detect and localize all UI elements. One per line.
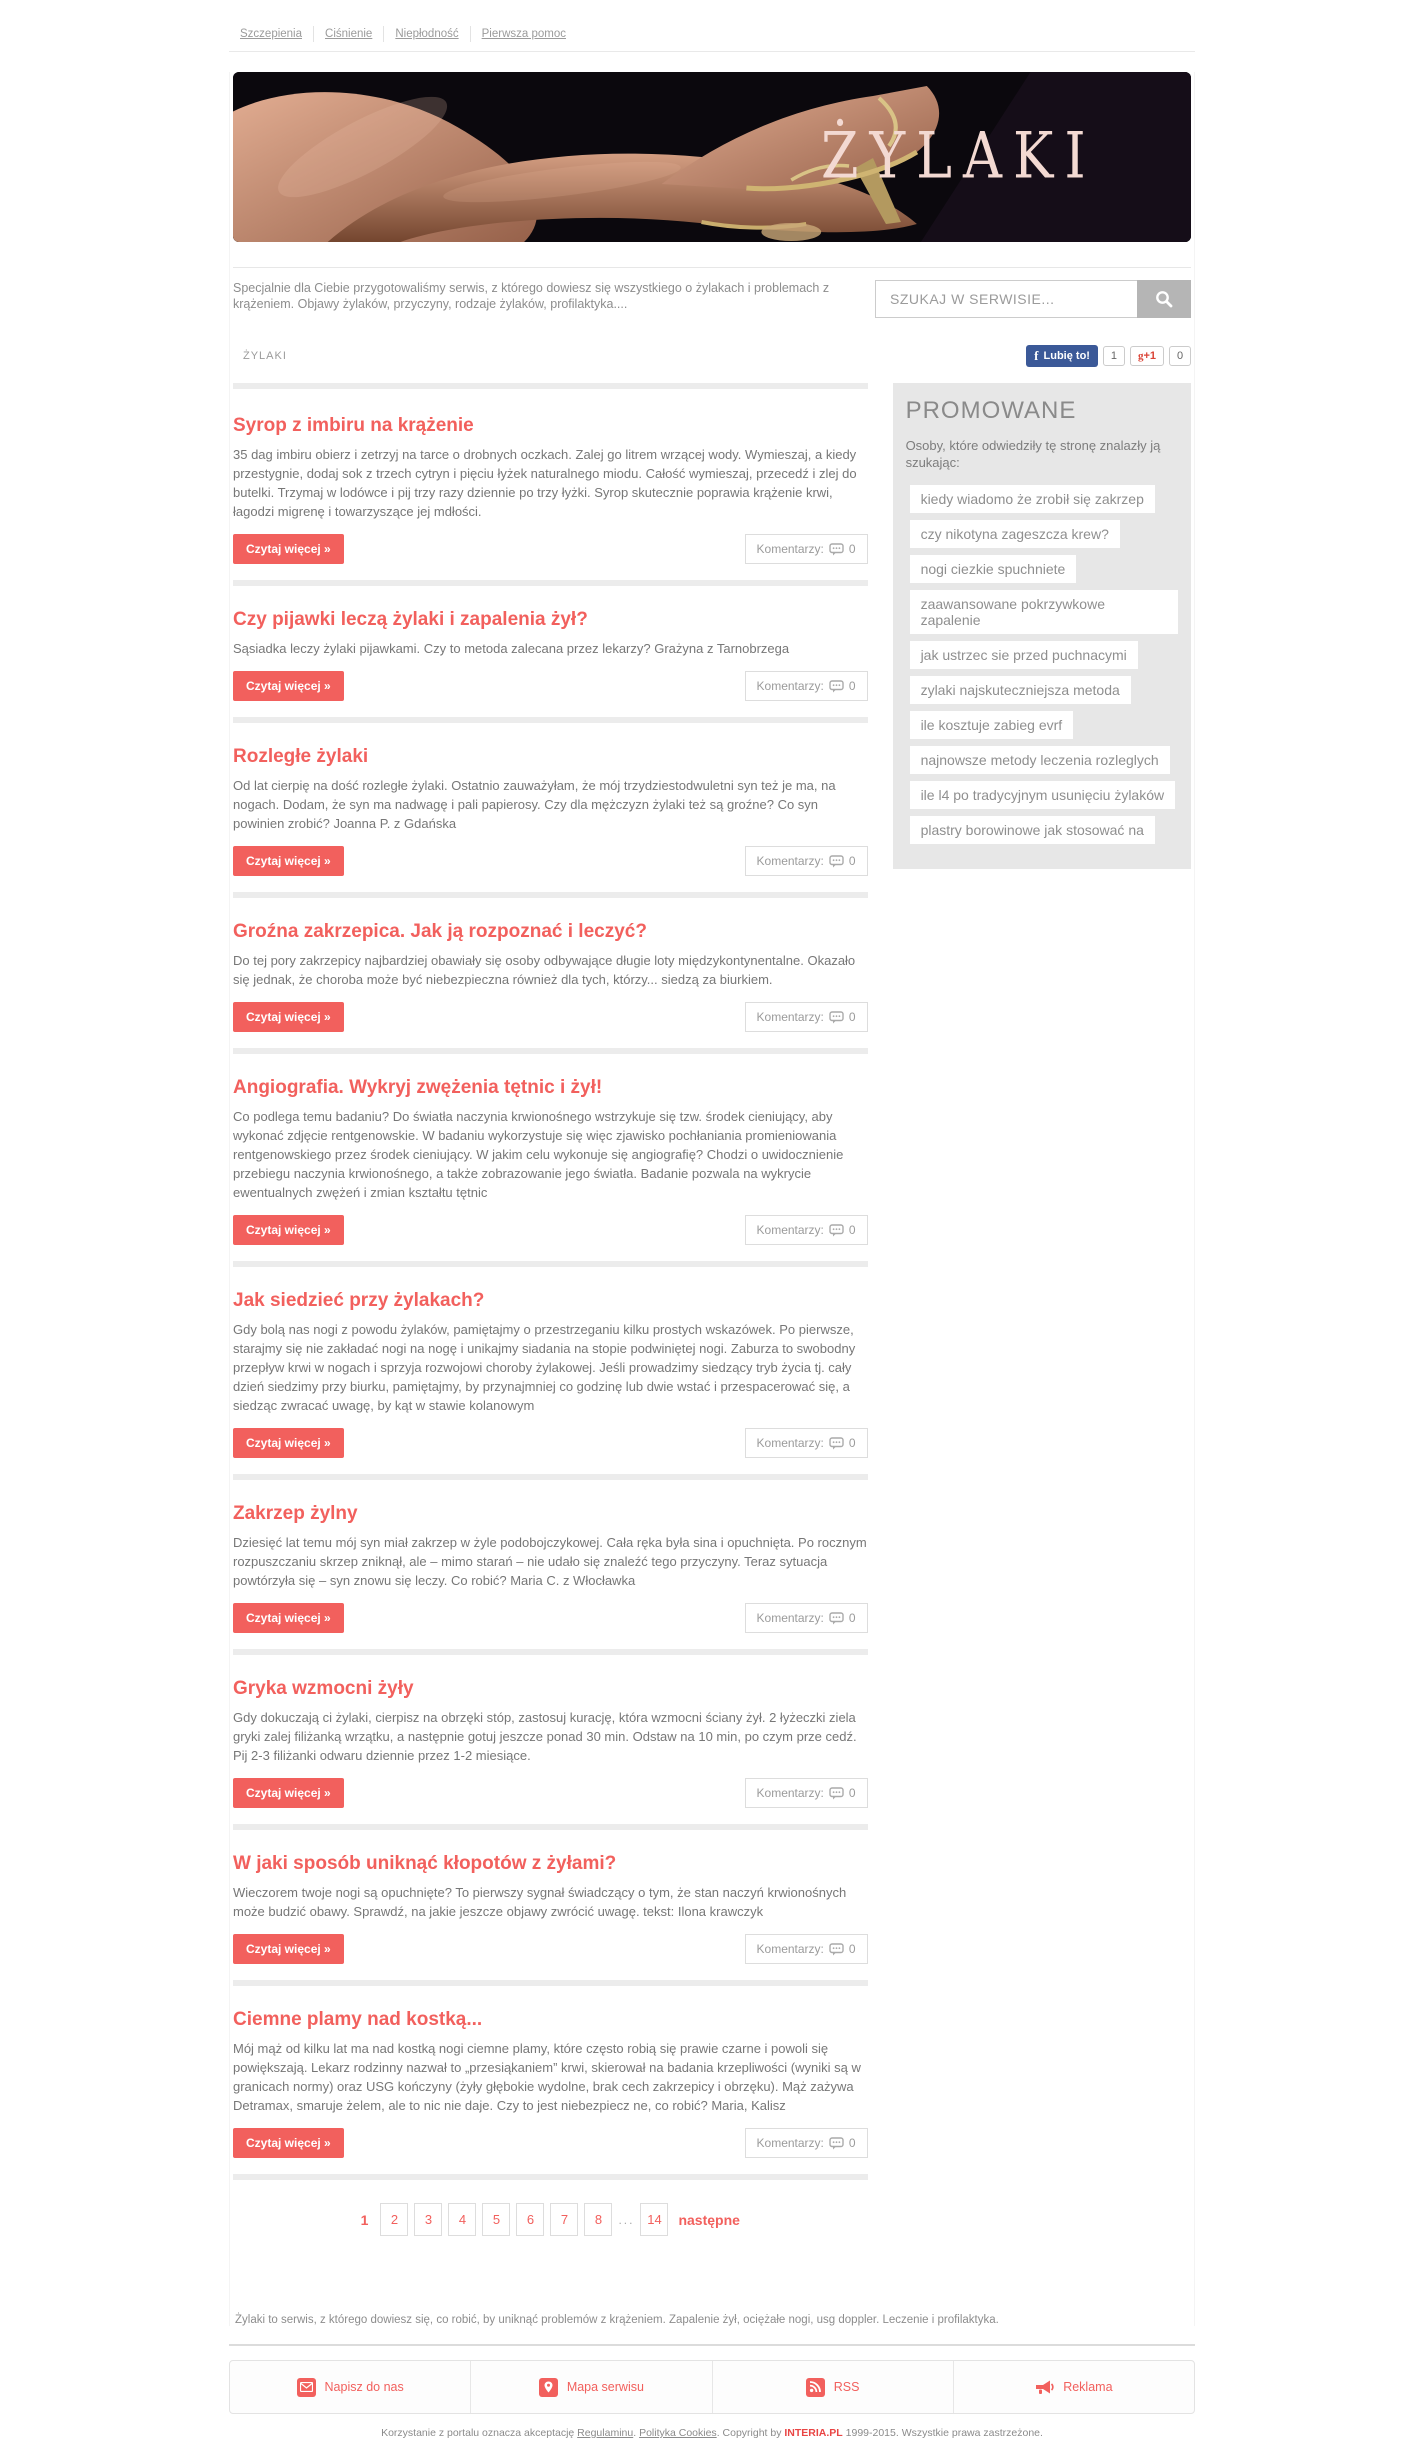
read-more-button[interactable]: Czytaj więcej » — [233, 846, 344, 876]
comments-badge[interactable] — [745, 1934, 868, 1964]
article-divider — [233, 580, 868, 586]
comment-bubble-icon — [829, 855, 844, 868]
article-divider — [233, 1980, 868, 1986]
footer-link-ads[interactable] — [953, 2361, 1194, 2413]
article-excerpt: Do tej pory zakrzepicy najbardziej obawiały się osoby odbywające długie loty międzykontynentalne. Okazało się jednak, że choroba może być niebezpieczna również dla tych, którzy... siedzą za biurkiem. — [233, 953, 856, 987]
comments-label: Komentarzy: — [756, 854, 824, 868]
comments-label: Komentarzy: — [756, 2136, 824, 2150]
footer-link-contact[interactable] — [230, 2361, 470, 2413]
article-divider — [233, 717, 868, 723]
article-item — [233, 1678, 868, 1830]
promoted-tag-link[interactable]: zaawansowane pokrzywkowe zapalenie — [910, 590, 1178, 634]
google-plus-one-label: +1 — [1143, 350, 1156, 362]
comments-badge[interactable] — [745, 1778, 868, 1808]
rss-icon — [806, 2378, 825, 2397]
article-footer — [233, 1778, 868, 1808]
pagination-last-page-link[interactable]: 14 — [640, 2203, 668, 2236]
article-footer — [233, 1428, 868, 1458]
comments-badge[interactable] — [745, 1428, 868, 1458]
footer-link-label: Napisz do nas — [324, 2380, 404, 2394]
header-banner — [233, 72, 1191, 242]
pagination-page-link[interactable]: 3 — [414, 2203, 442, 2236]
intro-text: Specjalnie dla Ciebie przygotowaliśmy serwis, z którego dowiesz się wszystkiego o żylakach i problemach z krążeniem. Objawy żylaków, przyczyny, rodzaje żylaków, profilaktyka.... — [233, 281, 830, 311]
pagination-page-link[interactable]: 6 — [516, 2203, 544, 2236]
article-divider — [233, 1649, 868, 1655]
article-footer — [233, 1002, 868, 1032]
article-title[interactable]: Ciemne plamy nad kostką... — [233, 2009, 483, 2030]
pagination — [233, 2203, 868, 2236]
comments-label: Komentarzy: — [756, 1436, 824, 1450]
comments-badge[interactable] — [745, 1603, 868, 1633]
comment-bubble-icon — [829, 680, 844, 693]
footer-link-label: Reklama — [1063, 2380, 1113, 2394]
intro-row — [233, 267, 1191, 318]
pagination-page-link[interactable]: 8 — [584, 2203, 612, 2236]
comments-label: Komentarzy: — [756, 542, 824, 556]
pagination-current-page: 1 — [360, 2211, 369, 2228]
article-item — [233, 1077, 868, 1267]
article-footer — [233, 671, 868, 701]
promoted-tag-link[interactable]: najnowsze metody leczenia rozleglych — [910, 746, 1170, 774]
article-excerpt: Sąsiadka leczy żylaki pijawkami. Czy to metoda zalecana przez lekarzy? Grażyna z Tarnobrzega — [233, 641, 790, 656]
comment-bubble-icon — [829, 2137, 844, 2150]
comments-count: 0 — [848, 1010, 856, 1024]
nav-divider — [229, 51, 1195, 52]
articles-holder — [233, 415, 868, 2180]
read-more-button[interactable]: Czytaj więcej » — [233, 1002, 344, 1032]
comments-label: Komentarzy: — [756, 1010, 824, 1024]
comment-bubble-icon — [829, 1437, 844, 1450]
read-more-button[interactable]: Czytaj więcej » — [233, 1934, 344, 1964]
cookies-link[interactable]: Polityka Cookies — [639, 2427, 717, 2439]
footer-link-sitemap[interactable] — [470, 2361, 711, 2413]
article-footer — [233, 1603, 868, 1633]
promoted-tag-link[interactable]: zylaki najskuteczniejsza metoda — [910, 676, 1131, 704]
top-nav-item — [229, 26, 314, 42]
footer-link-rss[interactable] — [712, 2361, 953, 2413]
facebook-like-label: Lubię to! — [1043, 350, 1090, 362]
promoted-title: PROMOWANE — [905, 397, 1077, 424]
comment-bubble-icon — [829, 543, 844, 556]
article-title[interactable]: W jaki sposób uniknąć kłopotów z żyłami? — [233, 1853, 617, 1874]
top-nav-link[interactable]: Pierwsza pomoc — [481, 28, 566, 40]
comments-badge[interactable] — [745, 1215, 868, 1245]
article-item — [233, 609, 868, 723]
article-footer — [233, 1215, 868, 1245]
footer-divider — [229, 2344, 1195, 2346]
comments-count: 0 — [848, 2136, 856, 2150]
top-nav — [229, 0, 1195, 52]
pagination-page-link[interactable]: 4 — [448, 2203, 476, 2236]
promoted-tag-link[interactable]: czy nikotyna zageszcza krew? — [910, 520, 1120, 548]
article-title[interactable]: Angiografia. Wykryj zwężenia tętnic i żył! — [233, 1077, 603, 1098]
article-excerpt: Od lat cierpię na dość rozległe żylaki. Ostatnio zauważyłam, że mój trzydziestodwuletni syn też je ma, na nogach. Dodam, że syn ma nadwagę i pali papierosy. Czy dla mężczyzn żylaki też są groźne? Co syn powinien zrobić? Joanna P. z Gdańska — [233, 778, 836, 831]
google-plus-icon: g — [1137, 350, 1144, 362]
top-nav-link[interactable]: Niepłodność — [395, 28, 459, 40]
top-nav-list — [229, 26, 1195, 42]
content-frame — [229, 72, 1195, 2326]
article-excerpt: Dziesięć lat temu mój syn miał zakrzep w żyle podobojczykowej. Cała ręka była sina i opuchnięta. Po rocznym rozpuszczaniu skrzep zniknął, ale – mimo starań – nie udało się znaleźć tego przyczyny. Teraz sytuacja powtórzyła się – syn znowu się leczy. Co robić? Maria C. z Włocławka — [233, 1535, 867, 1588]
copyright-line — [229, 2427, 1195, 2439]
copyright-text: . Copyright by — [716, 2427, 785, 2439]
google-plus-count: 0 — [1169, 346, 1191, 366]
comments-count: 0 — [848, 1436, 856, 1450]
article-list — [233, 383, 868, 2236]
copyright-text: 1999-2015. Wszystkie prawa zastrzeżone. — [842, 2427, 1043, 2439]
top-nav-link[interactable]: Ciśnienie — [325, 28, 373, 40]
top-nav-item — [384, 26, 470, 42]
promoted-tags — [906, 485, 1178, 844]
article-divider — [233, 2174, 868, 2180]
article-divider — [233, 892, 868, 898]
copyright-text: Korzystanie z portalu oznacza akceptację — [381, 2427, 578, 2439]
site-description: Żylaki to serwis, z którego dowiesz się, co robić, by uniknąć problemów z krążeniem. Zapalenie żył, ociężałe nogi, usg doppler. Leczenie i profilaktyka. — [235, 2314, 999, 2326]
article-title[interactable]: Groźna zakrzepica. Jak ją rozpoznać i leczyć? — [233, 921, 647, 942]
list-top-divider — [233, 383, 868, 389]
facebook-like-button[interactable] — [1026, 345, 1098, 367]
article-excerpt: Co podlega temu badaniu? Do światła naczynia krwionośnego wstrzykuje się tzw. środek cieniujący, aby wykonać zdjęcie rentgenowskie. W badaniu wykorzystuje się więc zjawisko pochłaniania promieniowania rentgenowskiego przez środek cieniujący. W jakim celu wykonuje się angiografię? Chodzi o uwidocznienie przebiegu naczynia krwionośnego, a także zobrazowanie jego światła. Badanie pozwala na wykrycie ewentualnych zwężeń i zmian kształtu tętnic — [233, 1109, 844, 1200]
comments-count: 0 — [848, 1786, 856, 1800]
comments-badge[interactable] — [745, 671, 868, 701]
article-excerpt: Gdy dokuczają ci żylaki, cierpisz na obrzęki stóp, zastosuj kurację, która wzmocni ściany żył. 2 łyżeczki ziela gryki zalej filiżanką wrzątku, a następnie gotuj jeszcze ponad 30 min. Odstaw na 10 min, po czym prze cedź. Pij 2-3 filiżanki odwaru dziennie przez 1-2 miesiące. — [233, 1710, 857, 1763]
interia-link[interactable]: INTERIA.PL — [784, 2427, 843, 2439]
breadcrumb: ŻYLAKI — [243, 350, 287, 362]
comments-badge[interactable] — [745, 846, 868, 876]
comment-bubble-icon — [829, 1612, 844, 1625]
promoted-tag-link[interactable]: plastry borowinowe jak stosować na — [910, 816, 1155, 844]
promoted-box — [893, 383, 1191, 869]
article-title[interactable]: Zakrzep żylny — [233, 1503, 358, 1524]
content-columns — [233, 383, 1191, 2236]
article-title[interactable]: Syrop z imbiru na krążenie — [233, 415, 474, 436]
comments-count: 0 — [848, 1611, 856, 1625]
promoted-tag-link[interactable]: jak ustrzec sie przed puchnacymi — [910, 641, 1138, 669]
comments-badge[interactable] — [745, 534, 868, 564]
article-footer — [233, 2128, 868, 2158]
promoted-subtitle: Osoby, które odwiedziły tę stronę znalazły ją szukając: — [905, 438, 1161, 470]
article-divider — [233, 1048, 868, 1054]
comments-label: Komentarzy: — [756, 679, 824, 693]
read-more-button[interactable]: Czytaj więcej » — [233, 2128, 344, 2158]
page-container — [229, 0, 1195, 2439]
article-footer — [233, 534, 868, 564]
megaphone-icon — [1035, 2379, 1054, 2395]
read-more-button[interactable]: Czytaj więcej » — [233, 1778, 344, 1808]
comments-label: Komentarzy: — [756, 1223, 824, 1237]
breadcrumb-row — [233, 345, 1191, 367]
pagination-page-link[interactable]: 2 — [380, 2203, 408, 2236]
article-item — [233, 1503, 868, 1655]
comment-bubble-icon — [829, 1943, 844, 1956]
read-more-button[interactable]: Czytaj więcej » — [233, 1215, 344, 1245]
search-icon — [1154, 289, 1174, 309]
comments-count: 0 — [848, 542, 856, 556]
comments-count: 0 — [848, 679, 856, 693]
article-title[interactable]: Gryka wzmocni żyły — [233, 1678, 414, 1699]
article-footer — [233, 1934, 868, 1964]
read-more-button[interactable]: Czytaj więcej » — [233, 534, 344, 564]
article-excerpt: Gdy bolą nas nogi z powodu żylaków, pamiętajmy o przestrzeganiu kilku prostych wskazówek. Po pierwsze, starajmy się nie zakładać nogi na nogę i unikajmy siadania na stopie podwiniętej nogi. Zaburza to swobodny przepływ krwi w nogach i sprzyja rozwojowi choroby żylakowej. Jeśli prowadzimy siedzący tryb życia tj. cały dzień siedzimy przy biurku, pamiętajmy, by przynajmniej co godzinę lub dwie wstać i przespacerować się, a siedząc zwracać uwagę, by kąt w stawie kolanowym — [233, 1322, 856, 1413]
pagination-page-link[interactable]: 5 — [482, 2203, 510, 2236]
social-buttons — [1026, 345, 1191, 367]
comments-count: 0 — [848, 1942, 856, 1956]
comments-badge[interactable] — [745, 1002, 868, 1032]
promoted-tag-link[interactable]: ile kosztuje zabieg evrf — [910, 711, 1074, 739]
pagination-next-link[interactable]: następne — [678, 2211, 740, 2228]
footer-link-label: Mapa serwisu — [566, 2380, 644, 2394]
article-title[interactable]: Rozległe żylaki — [233, 746, 369, 767]
site-title: ŻYLAKI — [821, 118, 1097, 193]
google-plus-one-button[interactable] — [1130, 346, 1164, 366]
article-item — [233, 1853, 868, 1986]
envelope-icon — [297, 2378, 316, 2397]
article-title[interactable]: Czy pijawki leczą żylaki i zapalenia żył? — [233, 609, 588, 630]
search-input[interactable] — [875, 280, 1137, 318]
facebook-icon: f — [1034, 348, 1039, 363]
top-nav-link[interactable]: Szczepienia — [240, 28, 303, 40]
search-button[interactable] — [1137, 280, 1191, 318]
article-excerpt: 35 dag imbiru obierz i zetrzyj na tarce o drobnych oczkach. Zalej go litrem wrzącej wody. Wymieszaj, a kiedy przestygnie, dodaj sok z trzech cytryn i pięciu łyżek naturalnego miodu. Całość wymieszaj, przecedź i zlej do butelki. Trzymaj w lodówce i pij trzy razy dziennie po trzy łyżki. Syrop skutecznie poprawia krążenie krwi, łagodzi migrenę i towarzyszące jej mdłości. — [233, 447, 857, 519]
article-item — [233, 921, 868, 1054]
footer-bar — [229, 2360, 1195, 2414]
comment-bubble-icon — [829, 1224, 844, 1237]
sidebar — [893, 383, 1191, 869]
search-box — [875, 280, 1191, 318]
article-excerpt: Mój mąż od kilku lat ma nad kostką nogi ciemne plamy, które często robią się prawie czarne i powoli się powiększają. Lekarz rodzinny nazwał to „przesiąkaniem” krwi, skierował na badania krzepliwości (wyniki są w granicach normy) oraz USG kończyny (żyły głębokie wydolne, brak cech zakrzepicy i obrzęku). Mąż zażywa Detramax, smaruje żelem, ale to nic nie daje. Czy to jest niebezpiecz ne, co robić? Maria, Kalisz — [233, 2041, 861, 2113]
article-item — [233, 746, 868, 898]
comments-label: Komentarzy: — [756, 1786, 824, 1800]
article-divider — [233, 1474, 868, 1480]
terms-link[interactable]: Regulaminu — [577, 2427, 634, 2439]
article-excerpt: Wieczorem twoje nogi są opuchnięte? To pierwszy sygnał świadczący o tym, że stan naczyń krwionośnych może budzić obawy. Sprawdź, na jakie jeszcze objawy zwrócić uwagę. tekst: Ilona krawczyk — [233, 1885, 847, 1919]
article-title[interactable]: Jak siedzieć przy żylakach? — [233, 1290, 485, 1311]
top-nav-item — [471, 26, 577, 42]
promoted-tag-link[interactable]: nogi ciezkie spuchniete — [910, 555, 1077, 583]
article-divider — [233, 1261, 868, 1267]
map-icon — [539, 2378, 558, 2397]
facebook-like-count: 1 — [1103, 346, 1125, 366]
article-item — [233, 1290, 868, 1480]
footer-link-label: RSS — [833, 2380, 860, 2394]
comments-badge[interactable] — [745, 2128, 868, 2158]
pagination-page-link[interactable]: 7 — [550, 2203, 578, 2236]
pagination-ellipsis: ... — [618, 2212, 635, 2227]
copyright-text: . — [633, 2427, 640, 2439]
promoted-tag-link[interactable]: ile l4 po tradycyjnym usunięciu żylaków — [910, 781, 1176, 809]
promoted-tag-link[interactable]: kiedy wiadomo że zrobił się zakrzep — [910, 485, 1155, 513]
top-nav-item — [314, 26, 384, 42]
comment-bubble-icon — [829, 1011, 844, 1024]
comments-count: 0 — [848, 1223, 856, 1237]
read-more-button[interactable]: Czytaj więcej » — [233, 1428, 344, 1458]
comment-bubble-icon — [829, 1787, 844, 1800]
comments-count: 0 — [848, 854, 856, 868]
comments-label: Komentarzy: — [756, 1942, 824, 1956]
article-item — [233, 2009, 868, 2180]
read-more-button[interactable]: Czytaj więcej » — [233, 671, 344, 701]
read-more-button[interactable]: Czytaj więcej » — [233, 1603, 344, 1633]
pagination-pages — [380, 2203, 612, 2236]
article-footer — [233, 846, 868, 876]
article-item — [233, 415, 868, 586]
comments-label: Komentarzy: — [756, 1611, 824, 1625]
article-divider — [233, 1824, 868, 1830]
